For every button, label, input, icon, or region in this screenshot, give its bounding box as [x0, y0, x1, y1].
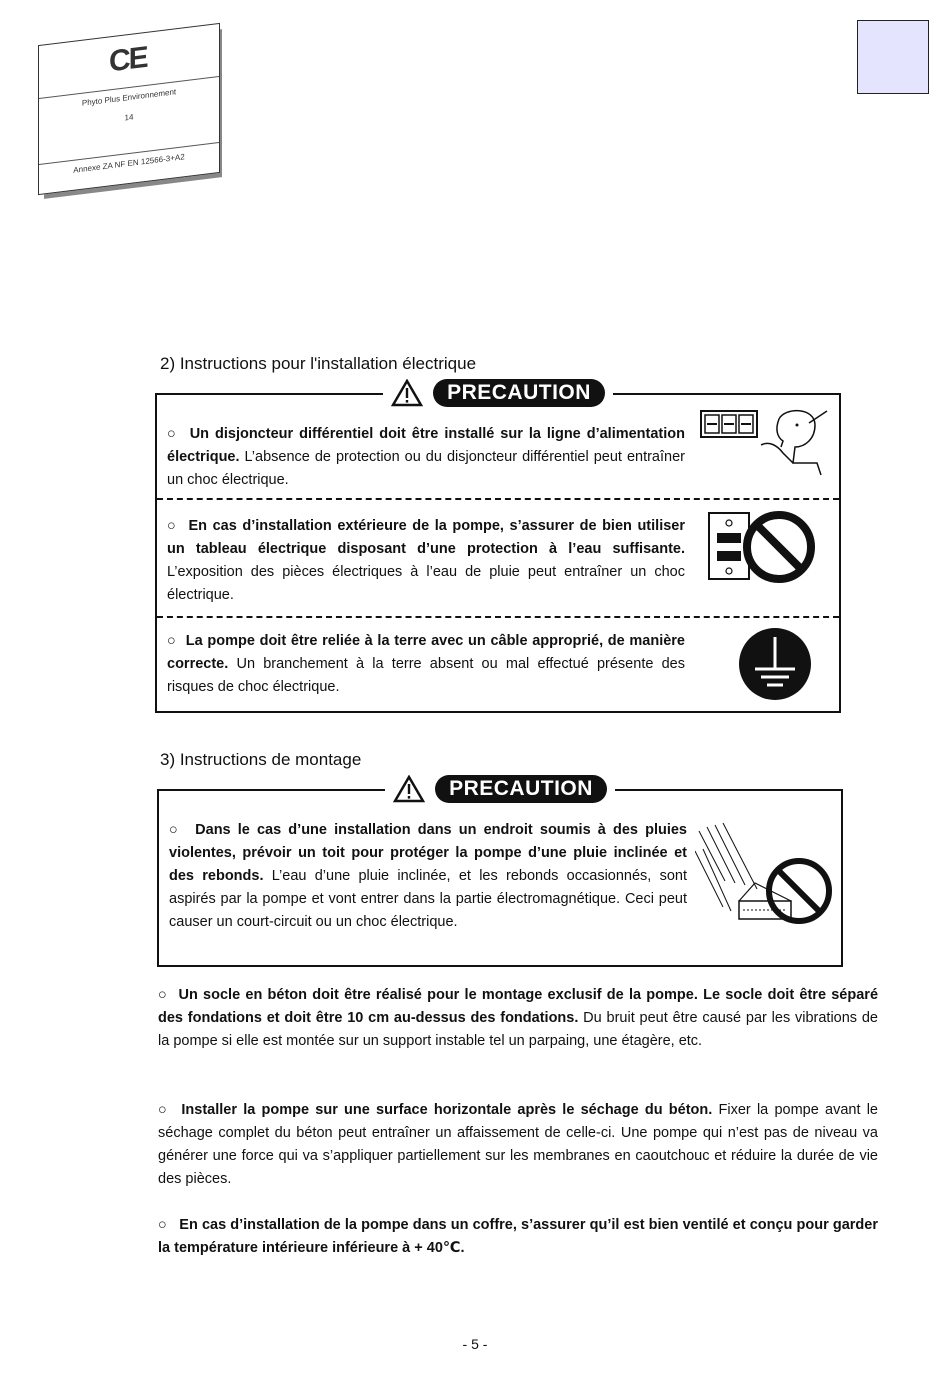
precaution-item: ○ En cas d’installation extérieure de la pompe, s’assurer de bien utiliser un tableau électrique disposant d’une protection à l’eau suffisante. L’exposition des pièces électriques à l’eau de pluie peut entraîner un choc électrique.	[167, 518, 685, 603]
section-heading-electrical: 2) Instructions pour l'installation électrique	[160, 354, 477, 373]
section-heading-mounting: 3) Instructions de montage	[160, 750, 362, 769]
precaution-item: ○ La pompe doit être reliée à la terre avec un câble approprié, de manière correcte. Un branchement à la terre absent ou mal effectué présente des risques de choc électrique.	[167, 633, 685, 695]
corner-tab	[857, 20, 929, 94]
ce-label-standard: Annexe ZA NF EN 12566-3+A2	[73, 152, 185, 175]
precaution-header	[159, 775, 841, 803]
ce-label-company: Phyto Plus Environnement	[81, 87, 177, 108]
instruction-paragraph: ○ Installer la pompe sur une surface horizontale après le séchage du béton. Fixer la pompe avant le séchage complet du béton peut entraîner un affaissement de celle-ci. Une pompe qui n’est pas de niveau va générer une force qui va s’appliquer partiellement sur les membranes en caoutchouc et réduire la durée de vie des pièces.	[158, 1102, 878, 1187]
warning-triangle-icon	[391, 379, 423, 407]
ce-label-year: 14	[124, 112, 134, 123]
precaution-box-mounting	[157, 777, 843, 967]
precaution-label: PRECAUTION	[435, 775, 607, 803]
precaution-header	[157, 379, 839, 407]
breaker-panel-person-icon	[697, 405, 833, 477]
precaution-item: ○ Dans le cas d’une installation dans un endroit soumis à des pluies violentes, prévoir un toit pour protéger la pompe d’une pluie inclinée et des rebonds. L’eau d’une pluie inclinée, et les rebonds occasionnés, sont aspirés par la pompe et vont entrer dans la partie électromagnétique. Ceci peut causer un court-circuit ou un choc électrique.	[169, 822, 687, 930]
ce-label	[38, 23, 220, 195]
rain-pump-prohibition-icon	[695, 821, 835, 931]
page-number: - 5 -	[462, 1336, 488, 1352]
precaution-box-electrical	[155, 381, 841, 713]
item-separator	[157, 498, 839, 500]
instruction-paragraph: ○ Un socle en béton doit être réalisé pour le montage exclusif de la pompe. Le socle doit être séparé des fondations et doit être 10 cm au-dessus des fondations. Du bruit peut être causé par les vibrations de la pompe si elle est montée sur un support instable tel un parpaing, une étagère, etc.	[158, 987, 879, 1049]
ground-earth-icon	[733, 627, 817, 701]
precaution-item: ○ Un disjoncteur différentiel doit être installé sur la ligne d’alimentation électrique. L’absence de protection ou du disjoncteur différentiel peut entraîner un choc électrique.	[167, 426, 686, 488]
no-outlet-prohibition-icon	[707, 509, 827, 583]
instruction-paragraph: ○ En cas d’installation de la pompe dans un coffre, s’assurer qu’il est bien ventilé et conçu pour garder la température intérieure inférieure à + 40℃.	[158, 1217, 878, 1256]
item-separator	[157, 616, 839, 618]
warning-triangle-icon	[393, 775, 425, 803]
precaution-label: PRECAUTION	[433, 379, 605, 407]
ce-mark: CE	[109, 40, 147, 79]
